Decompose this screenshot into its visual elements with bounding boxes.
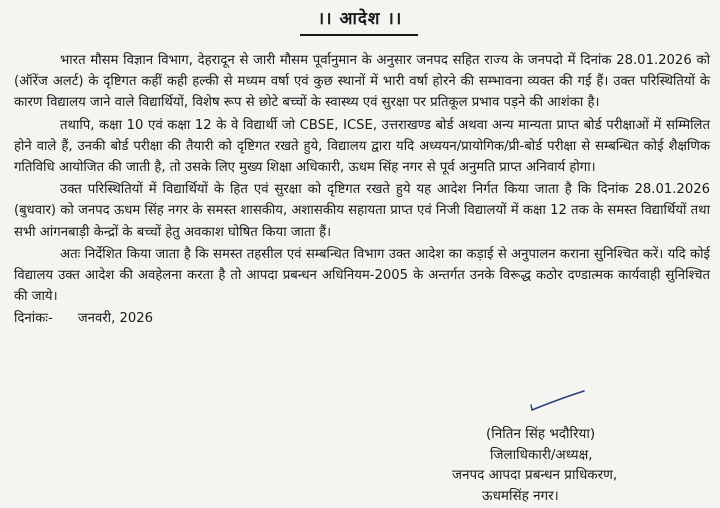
signatory-place: ऊधमसिंह नगर। [482,487,559,504]
signature-mark [528,388,588,414]
order-body [14,50,710,330]
order-heading: ।। आदेश ।। [317,9,403,29]
heading-underline [300,34,418,36]
paragraph-weather-forecast: भारत मौसम विज्ञान विभाग, देहरादून से जारी मौसम पूर्वानुमान के अनुसार जनपद सहित राज्य के जनपदो में दिनांक 28.01.2026 को (ऑरेंज अलर्ट) के दृष्टिगत कहीं कही हल्की से मध्यम वर्षा एवं कुछ स्थानों में भारी वर्षा होरने की सम्भावना व्यक्त की गई हैं। उक्त परिस्थितियों के कारण विद्यालय जाने वाले विद्यार्थियों, विशेष रूप से छोटे बच्चों के स्वास्थ्य एवं सुरक्षा पर प्रतिकूल प्रभाव पड़ने की आशंका है। [14,53,710,111]
signature-block [452,424,712,506]
signatory-authority: जनपद आपदा प्रबन्धन प्राधिकरण, [452,467,618,484]
date-line: दिनांकः- जनवरी, 2026 [14,311,154,327]
paragraph-board-exam-exception: तथापि, कक्षा 10 एवं कक्षा 12 के वे विद्यार्थी जो CBSE, ICSE, उत्तराखण्ड बोर्ड अथवा अन्य मान्यता प्राप्त बोर्ड परीक्षाओं में सम्मिलित होने वाले हैं, उनकी बोर्ड परीक्षा की तैयारी को दृष्टिगत रखते हुये, विद्यालय द्वारा यदि अध्ययन/प्रायोगिक/प्री-बोर्ड परीक्षा से सम्बन्धित कोई शैक्षणिक गतिविधि आयोजित की जाती है, तो उसके लिए मुख्य शिक्षा अधिकारी, ऊधम सिंह नगर से पूर्व अनुमति प्राप्त अनिवार्य होगा। [14,117,710,176]
paragraph-holiday-declaration: उक्त परिस्थितियों में विद्यार्थियों के हित एवं सुरक्षा को दृष्टिगत रखते हुये यह आदेश निर्गत किया जाता है कि दिनांक 28.01.2026 (बुधवार) को जनपद ऊधम सिंह नगर के समस्त शासकीय, अशासकीय सहायता प्राप्त एवं निजी विद्यालयों में कक्षा 12 तक के समस्त विद्यार्थियों तथा सभी आंगनबाड़ी केन्द्रों के बच्चों हेतु अवकाश घोषित किया जाता हैं। [14,182,710,240]
signatory-name: (नितिन सिंह भदौरिया) [486,426,596,442]
paragraph-compliance-directive: अतः निर्देशित किया जाता है कि समस्त तहसील एवं सम्बन्धित विभाग उक्त आदेश का कड़ाई से अनुपालन कराना सुनिश्चित करें। यदि कोई विद्यालय उक्त आदेश की अवहेलना करता है तो आपदा प्रबन्धन अधिनियम-2005 के अन्तर्गत उनके विरूद्ध कठोर दण्डात्मक कार्यवाही सुनिश्चित की जाये। [14,246,710,305]
signatory-designation: जिलाधिकारी/अध्यक्ष, [490,446,593,463]
